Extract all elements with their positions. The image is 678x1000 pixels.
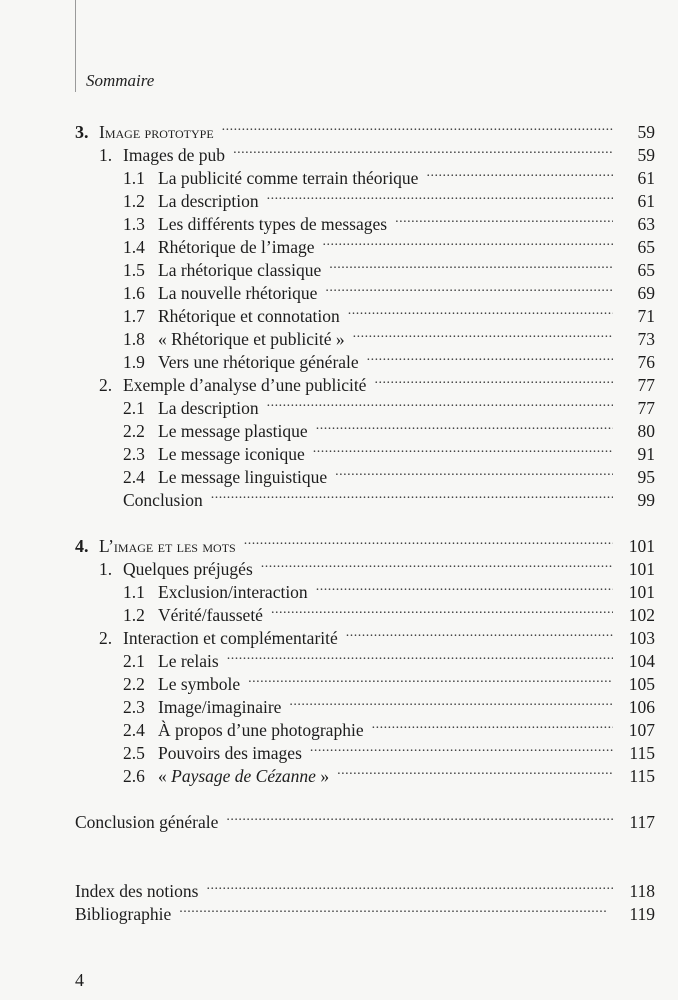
entry-number: 1.4 xyxy=(123,237,145,257)
page-number: 65 xyxy=(637,237,655,257)
dot-leader xyxy=(227,644,613,667)
entry-title: Exclusion/interaction xyxy=(158,582,308,602)
page-number: 69 xyxy=(637,283,655,303)
page-number: 91 xyxy=(637,444,655,464)
dot-leader xyxy=(316,575,613,598)
page-number: 80 xyxy=(637,421,655,441)
page-number: 65 xyxy=(637,260,655,280)
dot-leader xyxy=(325,276,613,299)
entry-number: 2.3 xyxy=(123,444,145,464)
entry-title: Interaction et complémentarité xyxy=(123,628,338,648)
page-number: 105 xyxy=(628,674,655,694)
entry-number: 1.8 xyxy=(123,329,145,349)
chapter-number: 3. xyxy=(75,122,89,142)
page-number: 61 xyxy=(637,168,655,188)
entry-number: 2.5 xyxy=(123,743,145,763)
toc-chapter-3[interactable] xyxy=(75,115,655,142)
entry-title: Index des notions xyxy=(75,881,199,901)
dot-leader xyxy=(211,483,613,506)
entry-number: 1.2 xyxy=(123,191,145,211)
chapter-title: Image prototype xyxy=(99,122,214,142)
entry-number: 1. xyxy=(99,559,113,579)
dot-leader xyxy=(310,736,613,759)
entry-number: 2.3 xyxy=(123,697,145,717)
entry-title: Exemple d’analyse d’une publicité xyxy=(123,375,367,395)
entry-title: Images de pub xyxy=(123,145,226,165)
folio-page-number: 4 xyxy=(75,970,84,990)
page-number: 103 xyxy=(628,628,655,648)
dot-leader xyxy=(367,345,613,368)
page-number: 115 xyxy=(629,743,655,763)
dot-leader xyxy=(372,713,613,736)
dot-leader xyxy=(244,529,613,552)
entry-number: 2.2 xyxy=(123,421,145,441)
entry-title: La publicité comme terrain théorique xyxy=(158,168,419,188)
page-number: 59 xyxy=(637,145,655,165)
dot-leader xyxy=(329,253,613,276)
chapter-title: L’image et les mots xyxy=(99,536,236,556)
entry-title: Vers une rhétorique générale xyxy=(158,352,359,372)
entry-title: Le relais xyxy=(158,651,219,671)
entry-number: 2.4 xyxy=(123,720,145,740)
entry-title: « Rhétorique et publicité » xyxy=(158,329,345,349)
dot-leader xyxy=(233,138,613,161)
page-number: 63 xyxy=(637,214,655,234)
entry-number: 1.7 xyxy=(123,306,145,326)
entry-title: Image/imaginaire xyxy=(158,697,282,717)
dot-leader xyxy=(226,805,613,828)
dot-leader xyxy=(395,207,613,230)
entry-number: 1.1 xyxy=(123,168,145,188)
entry-number: 1.5 xyxy=(123,260,145,280)
dot-leader xyxy=(316,414,613,437)
dot-leader xyxy=(322,230,613,253)
entry-title: La description xyxy=(158,398,259,418)
page-number: 106 xyxy=(628,697,655,717)
page-number: 115 xyxy=(629,766,655,786)
page-number: 99 xyxy=(637,490,655,510)
page-number: 76 xyxy=(637,352,655,372)
page-number: 77 xyxy=(637,375,655,395)
entry-number: 2.1 xyxy=(123,651,145,671)
page-number: 61 xyxy=(637,191,655,211)
dot-leader xyxy=(222,115,613,138)
entry-number: 1.9 xyxy=(123,352,145,372)
entry-title: La rhétorique classique xyxy=(158,260,322,280)
dot-leader xyxy=(206,874,613,897)
entry-title: Le message iconique xyxy=(158,444,305,464)
page-number: 71 xyxy=(637,306,655,326)
page-number: 95 xyxy=(637,467,655,487)
chapter-number: 4. xyxy=(75,536,89,556)
toc-chapter-4[interactable] xyxy=(75,529,655,556)
entry-number: 1. xyxy=(99,145,113,165)
page-number: 59 xyxy=(637,122,655,142)
margin-rule xyxy=(75,0,76,92)
page-number: 101 xyxy=(628,536,655,556)
dot-leader xyxy=(271,598,613,621)
entry-title: Le message plastique xyxy=(158,421,308,441)
dot-leader xyxy=(337,759,613,782)
dot-leader xyxy=(289,690,613,713)
dot-leader xyxy=(267,184,613,207)
entry-title: Pouvoirs des images xyxy=(158,743,302,763)
dot-leader xyxy=(374,368,613,391)
entry-number: 2.2 xyxy=(123,674,145,694)
entry-title: « Paysage de Cézanne » xyxy=(158,766,330,786)
entry-title: La description xyxy=(158,191,259,211)
entry-title: À propos d’une photographie xyxy=(158,720,364,740)
table-of-contents xyxy=(75,115,655,924)
page-number: 104 xyxy=(628,651,655,671)
page-number: 119 xyxy=(629,904,655,924)
page-number: 77 xyxy=(637,398,655,418)
entry-number: 1.3 xyxy=(123,214,145,234)
page-number: 107 xyxy=(628,720,655,740)
running-head: Sommaire xyxy=(86,71,155,90)
entry-title: Rhétorique de l’image xyxy=(158,237,315,257)
entry-number: 1.6 xyxy=(123,283,145,303)
entry-number: 2.1 xyxy=(123,398,145,418)
dot-leader xyxy=(179,897,613,920)
entry-number: 2. xyxy=(99,375,113,395)
dot-leader xyxy=(353,322,613,345)
entry-number: 2.6 xyxy=(123,766,145,786)
dot-leader xyxy=(335,460,613,483)
dot-leader xyxy=(248,667,613,690)
entry-number: 1.1 xyxy=(123,582,145,602)
toc-entry-general-conclusion[interactable] xyxy=(75,805,655,832)
page-number: 102 xyxy=(628,605,655,625)
page-number: 118 xyxy=(629,881,655,901)
entry-title: La nouvelle rhétorique xyxy=(158,283,318,303)
dot-leader xyxy=(348,299,613,322)
entry-title: Rhétorique et connotation xyxy=(158,306,340,326)
entry-number: 1.2 xyxy=(123,605,145,625)
entry-title: Conclusion xyxy=(123,490,203,510)
dot-leader xyxy=(261,552,613,575)
entry-title: Le symbole xyxy=(158,674,241,694)
entry-title: Le message linguistique xyxy=(158,467,328,487)
entry-number: 2.4 xyxy=(123,467,145,487)
toc-entry-index[interactable] xyxy=(75,874,655,901)
entry-title: Bibliographie xyxy=(75,904,172,924)
entry-number: 2. xyxy=(99,628,113,648)
entry-title: Vérité/fausseté xyxy=(158,605,263,625)
entry-title: Conclusion générale xyxy=(75,812,219,832)
dot-leader xyxy=(426,161,613,184)
page-number: 101 xyxy=(628,582,655,602)
entry-title: Quelques préjugés xyxy=(123,559,253,579)
page-number: 73 xyxy=(637,329,655,349)
dot-leader xyxy=(346,621,613,644)
dot-leader xyxy=(267,391,613,414)
entry-title: Les différents types de messages xyxy=(158,214,388,234)
dot-leader xyxy=(313,437,613,460)
page-number: 101 xyxy=(628,559,655,579)
page-number: 117 xyxy=(629,812,655,832)
